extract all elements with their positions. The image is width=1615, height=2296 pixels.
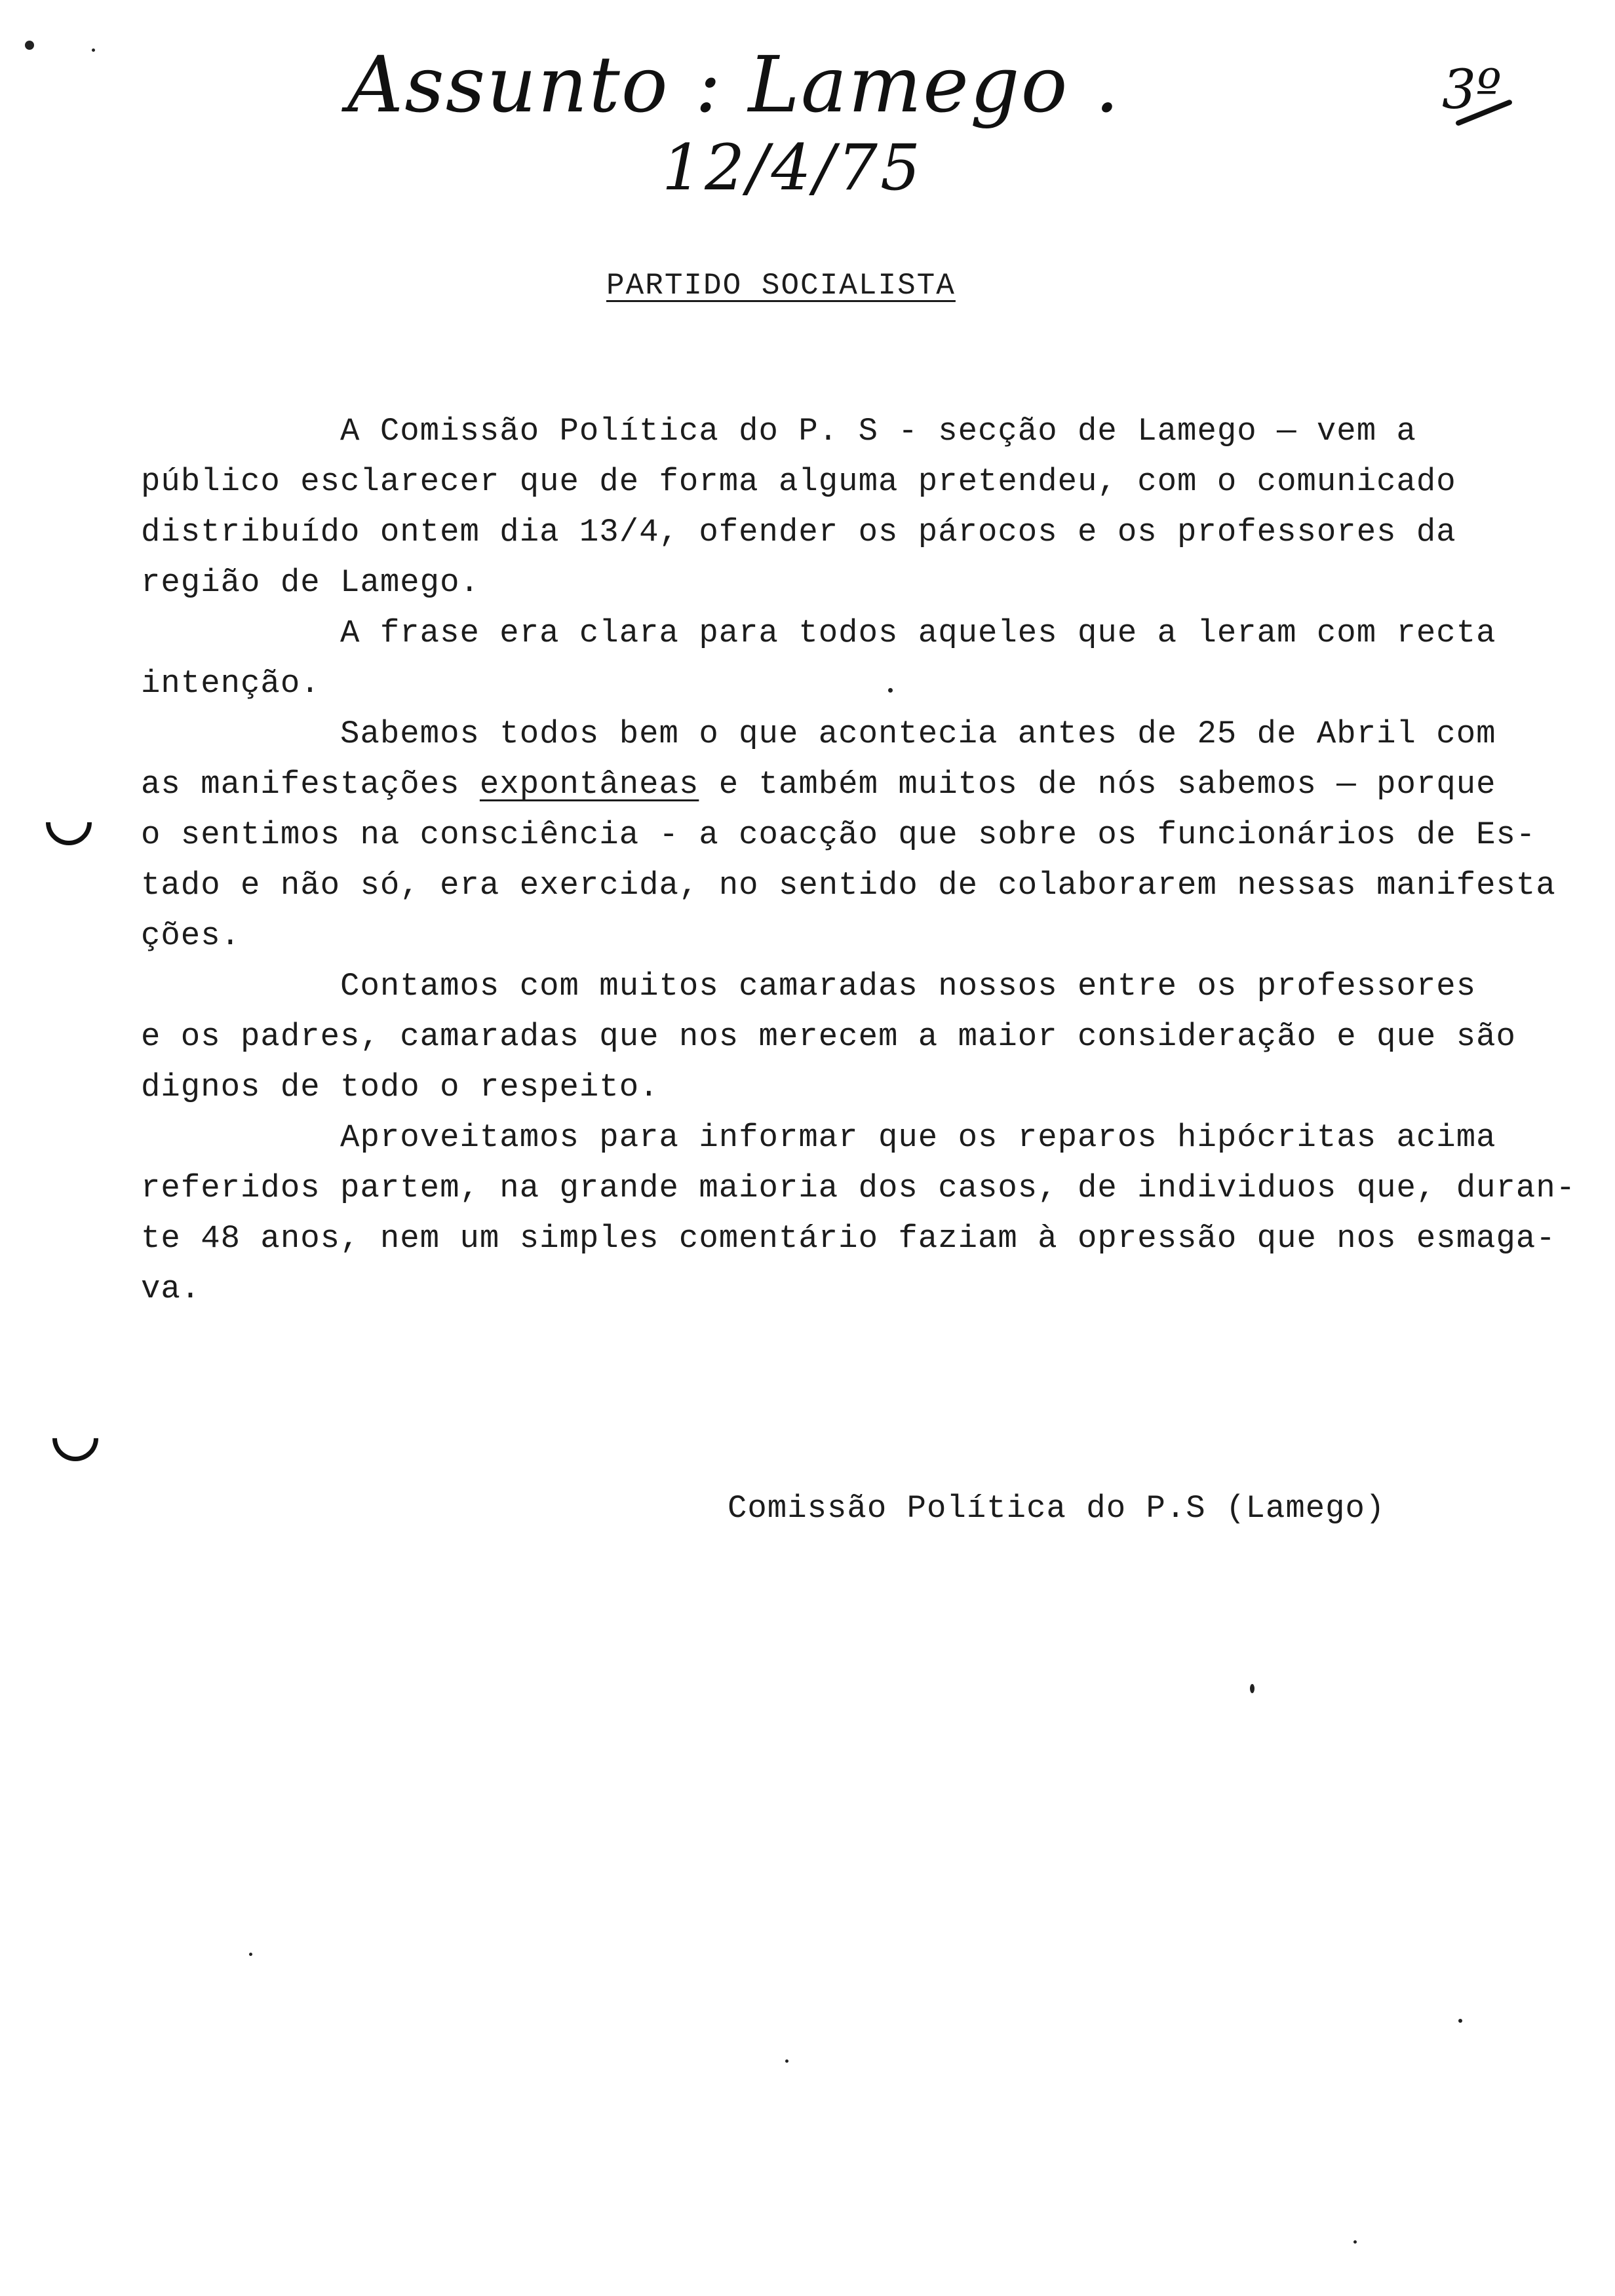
punch-hole-mark-lower: [43, 1406, 108, 1471]
handwritten-date: 12/4/75: [662, 131, 924, 204]
body-line-18: va.: [141, 1271, 201, 1307]
scan-speck: [1353, 2240, 1357, 2244]
body-line-8b: e também muitos de nós sabemos — porque: [699, 766, 1496, 803]
handwritten-page-number: 3º: [1442, 59, 1502, 121]
document-body: [141, 406, 1576, 1314]
body-line-7: Sabemos todos bem o que acontecia antes de 25 de Abril com: [141, 716, 1496, 752]
scan-speck: [1250, 1684, 1255, 1693]
body-line-14: dignos de todo o respeito.: [141, 1069, 659, 1105]
signature-line: Comissão Política do P.S (Lamego): [728, 1490, 1386, 1527]
handwritten-subject: Assunto : Lamego .: [347, 39, 1121, 130]
body-line-8a: as manifestações: [141, 766, 480, 803]
scan-speck: [785, 2059, 788, 2063]
scan-speck: [249, 1953, 252, 1956]
body-line-15: Aproveitamos para informar que os reparos hipócritas acima: [141, 1119, 1496, 1156]
body-line-4: região de Lamego.: [141, 564, 480, 601]
scan-speck: [25, 41, 34, 50]
scan-speck: [1458, 2019, 1462, 2023]
body-line-3: distribuído ontem dia 13/4, ofender os párocos e os professores da: [141, 514, 1456, 550]
body-line-13: e os padres, camaradas que nos merecem a maior consideração e que são: [141, 1018, 1516, 1055]
body-line-9: o sentimos na consciência - a coacção que sobre os funcionários de Es-: [141, 816, 1536, 853]
scan-speck: [92, 48, 95, 52]
body-line-17: te 48 anos, nem um simples comentário faziam à opressão que nos esmaga-: [141, 1220, 1556, 1257]
body-line-2: público esclarecer que de forma alguma pretendeu, com o comunicado: [141, 463, 1456, 500]
body-line-12: Contamos com muitos camaradas nossos entre os professores: [141, 968, 1477, 1004]
underlined-word: expontâneas: [479, 766, 699, 803]
body-line-5: A frase era clara para todos aqueles que a leram com recta: [141, 615, 1496, 651]
body-line-1: A Comissão Política do P. S - secção de Lamego — vem a: [141, 413, 1416, 450]
body-line-11: ções.: [141, 917, 241, 954]
body-line-16: referidos partem, na grande maioria dos casos, de individuos que, duran-: [141, 1170, 1576, 1206]
scan-speck: [888, 688, 893, 693]
document-title: PARTIDO SOCIALISTA: [606, 269, 956, 303]
body-line-10: tado e não só, era exercida, no sentido de colaborarem nessas manifesta: [141, 867, 1556, 904]
body-line-6: intenção.: [141, 665, 321, 702]
punch-hole-mark-upper: [37, 790, 102, 855]
